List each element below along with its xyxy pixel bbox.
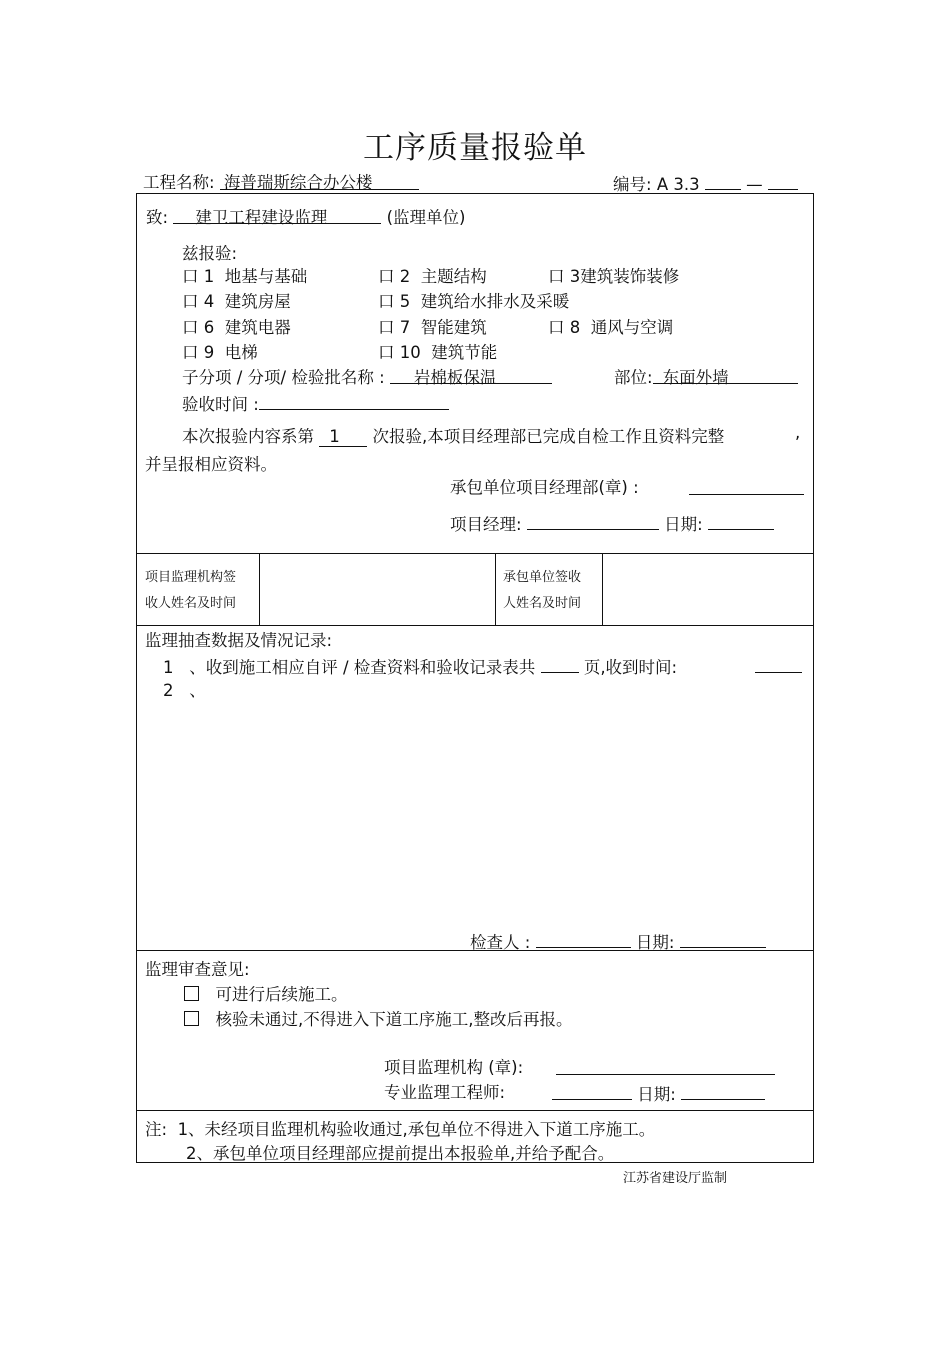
option-label: 建筑装饰装修 <box>580 267 680 286</box>
accept-time-label: 验收时间 : <box>182 395 259 414</box>
option-number: 8 <box>569 318 581 337</box>
divider <box>136 625 814 626</box>
item-number: 1 <box>163 658 174 677</box>
location-label: 部位: <box>614 368 653 387</box>
inspector-row <box>470 927 766 953</box>
contractor-seal-field[interactable] <box>689 474 804 495</box>
accept-time-row <box>182 389 449 415</box>
engineer-sign-row <box>552 1079 765 1105</box>
option-4[interactable] <box>182 288 291 312</box>
option-label: 地基与基础 <box>224 267 308 286</box>
contractor-seal-row <box>450 474 639 498</box>
project-name-value: 海普瑞斯综合办公楼 <box>223 173 373 192</box>
pm-row <box>450 509 774 535</box>
report-comma: , <box>795 423 801 442</box>
checkbox-icon: 口 <box>378 267 395 286</box>
contractor-seal-label: 承包单位项目经理部(章) : <box>450 478 639 497</box>
number-field-2[interactable] <box>768 169 798 190</box>
number-prefix: A <box>656 175 669 194</box>
option-7[interactable] <box>378 314 487 338</box>
to-suffix: (监理单位) <box>386 208 466 227</box>
checkbox-icon: 口 <box>182 267 199 286</box>
option-10[interactable] <box>378 339 497 363</box>
divider <box>602 553 603 625</box>
contractor-sign-label-2: 人姓名及时间 <box>503 596 582 611</box>
review-option-label: 可进行后续施工。 <box>215 985 348 1004</box>
note-prefix: 注: <box>145 1120 168 1139</box>
checkbox-icon: 口 <box>182 343 199 362</box>
inspection-title: 监理抽查数据及情况记录: <box>145 631 333 650</box>
pm-label: 项目经理: <box>450 515 522 534</box>
option-number: 1 <box>203 267 215 286</box>
number-label: 编号: <box>613 175 652 194</box>
option-3[interactable] <box>548 263 679 287</box>
option-1[interactable] <box>182 263 307 287</box>
review-option-2[interactable] <box>184 1006 573 1030</box>
location-value: 东面外墙 <box>662 368 729 387</box>
option-label: 电梯 <box>224 343 258 362</box>
option-5[interactable] <box>378 288 569 312</box>
option-number: 5 <box>399 292 411 311</box>
pm-date-field[interactable] <box>708 509 774 530</box>
item-number: 2 <box>163 681 174 700</box>
note-2: 2、承包单位项目经理部应提前提出本报验单,并给予配合。 <box>186 1144 615 1163</box>
checkbox-icon: 口 <box>182 292 199 311</box>
engineer-field[interactable] <box>552 1079 632 1100</box>
number-dash: — <box>746 175 763 194</box>
checkbox-icon: 口 <box>182 318 199 337</box>
sub-item-field[interactable] <box>390 364 552 387</box>
option-number: 9 <box>203 343 215 362</box>
sub-item-label: 子分项 / 分项/ 检验批名称 : <box>182 368 385 387</box>
issuer-footer: 江苏省建设厅监制 <box>623 1171 728 1186</box>
report-count-value: 1 <box>329 427 340 446</box>
note-text: 1、未经项目监理机构验收通过,承包单位不得进入下道工序施工。 <box>177 1120 656 1139</box>
location-row <box>614 364 798 388</box>
option-label: 建筑电器 <box>224 318 291 337</box>
contractor-sign-field[interactable] <box>605 556 810 622</box>
inspector-field[interactable] <box>536 927 631 948</box>
inspector-date-field[interactable] <box>680 927 766 948</box>
to-row <box>146 204 465 228</box>
engineer-row <box>384 1079 505 1103</box>
sub-item-row <box>182 364 552 388</box>
org-seal-label: 项目监理机构 (章): <box>384 1058 524 1077</box>
option-label: 通风与空调 <box>590 318 674 337</box>
option-number: 2 <box>399 267 411 286</box>
report-text: 次报验,本项目经理部已完成自检工作且资料完整 <box>372 427 725 446</box>
checkbox-icon: 口 <box>378 292 395 311</box>
checkbox-icon: 口 <box>548 267 565 286</box>
item-text: 、 <box>189 681 206 700</box>
contractor-sign-label-1: 承包单位签收 <box>503 570 582 585</box>
project-label: 工程名称: <box>143 173 215 192</box>
receive-time-field[interactable] <box>755 652 802 673</box>
inspection-item-1 <box>163 652 677 678</box>
divider <box>136 553 814 554</box>
option-number: 7 <box>399 318 411 337</box>
divider <box>259 553 260 625</box>
page-title: 工序质量报验单 <box>363 130 587 166</box>
engineer-label: 专业监理工程师: <box>384 1083 506 1102</box>
supervisor-unit-field[interactable] <box>173 204 381 227</box>
number-row <box>613 169 798 195</box>
date-label: 日期: <box>635 933 675 952</box>
option-label: 智能建筑 <box>420 318 487 337</box>
divider <box>136 1110 814 1111</box>
review-option-label: 核验未通过,不得进入下道工序施工,整改后再报。 <box>215 1010 573 1029</box>
option-label: 建筑给水排水及采暖 <box>420 292 570 311</box>
number-code: 3.3 <box>673 175 700 194</box>
supervisor-unit-value: 建卫工程建设监理 <box>195 208 328 227</box>
to-label: 致: <box>146 208 169 227</box>
report-text: 本次报验内容系第 <box>182 427 314 446</box>
checkbox-icon: 口 <box>378 318 395 337</box>
item-text: 、收到施工相应自评 / 检查资料和验收记录表共 <box>189 658 536 677</box>
page-count-field[interactable] <box>541 652 579 673</box>
supervisor-sign-label-1: 项目监理机构签 <box>145 570 237 585</box>
sub-item-value: 岩棉板保温 <box>413 368 497 387</box>
option-6[interactable] <box>182 314 291 338</box>
inspection-item-2 <box>163 677 206 701</box>
option-number: 3 <box>569 267 581 286</box>
option-number: 6 <box>203 318 215 337</box>
project-name-field[interactable] <box>220 169 419 190</box>
accept-time-field[interactable] <box>259 389 449 410</box>
report-count-field[interactable] <box>319 427 367 447</box>
date-label: 日期: <box>664 515 703 534</box>
supervisor-sign-field[interactable] <box>262 556 492 622</box>
inspector-label: 检查人 : <box>470 933 531 952</box>
report-text: 并呈报相应资料。 <box>145 455 277 474</box>
pm-field[interactable] <box>527 509 659 530</box>
option-number: 4 <box>203 292 215 311</box>
checkbox-icon <box>184 986 199 1001</box>
option-number: 10 <box>399 343 421 362</box>
note-1 <box>145 1116 655 1140</box>
option-label: 主题结构 <box>420 267 487 286</box>
org-seal-field[interactable] <box>556 1054 775 1075</box>
checkbox-icon: 口 <box>548 318 565 337</box>
review-option-1[interactable] <box>184 981 348 1005</box>
option-label: 建筑房屋 <box>224 292 291 311</box>
project-name-row <box>143 169 419 193</box>
option-9[interactable] <box>182 339 258 363</box>
report-intro: 兹报验: <box>182 244 238 263</box>
option-8[interactable] <box>548 314 673 338</box>
checkbox-icon <box>184 1011 199 1026</box>
location-field[interactable] <box>653 364 798 387</box>
review-title: 监理审查意见: <box>145 960 250 979</box>
number-field-1[interactable] <box>705 169 741 190</box>
org-seal-row <box>384 1054 523 1078</box>
option-2[interactable] <box>378 263 487 287</box>
engineer-date-field[interactable] <box>681 1079 765 1100</box>
item-text: 页,收到时间: <box>583 658 678 677</box>
divider <box>495 553 496 625</box>
supervisor-sign-label-2: 收人姓名及时间 <box>145 596 237 611</box>
option-label: 建筑节能 <box>431 343 498 362</box>
checkbox-icon: 口 <box>378 343 395 362</box>
date-label: 日期: <box>637 1085 676 1104</box>
report-statement <box>182 423 724 447</box>
